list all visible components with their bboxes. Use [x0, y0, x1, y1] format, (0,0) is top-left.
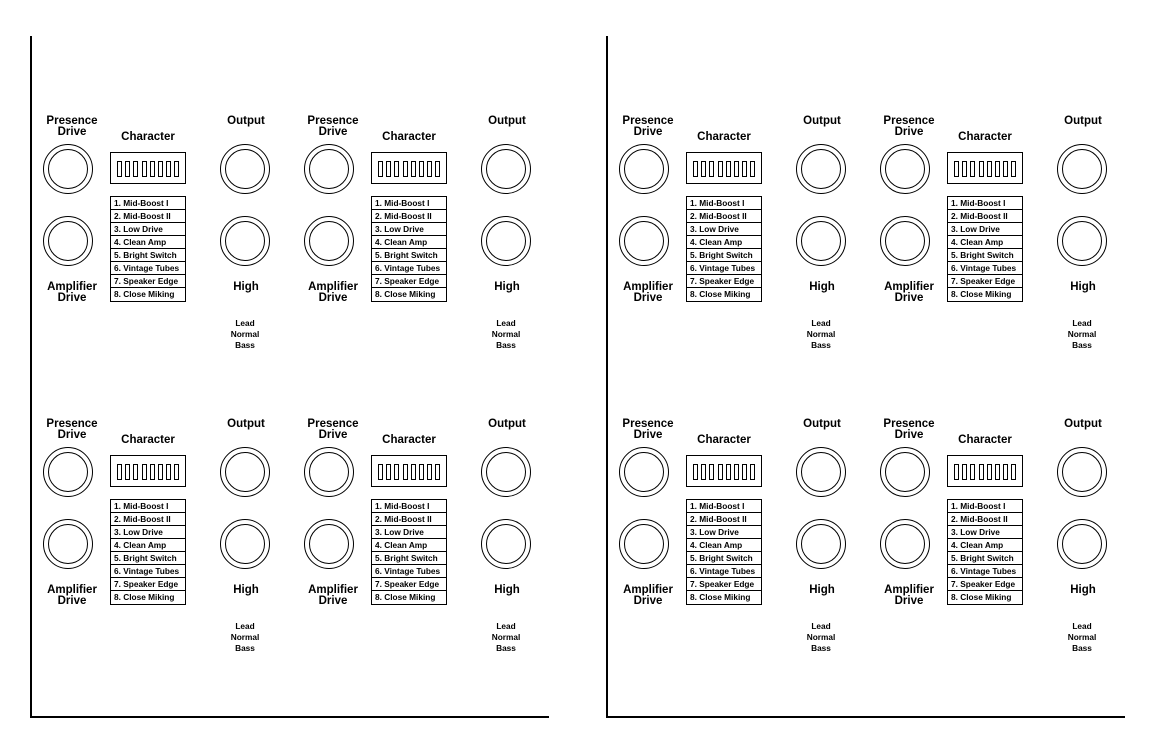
output-label: Output: [488, 115, 526, 127]
dip-switch-toggle[interactable]: [718, 464, 723, 480]
high-label: High: [1070, 281, 1096, 293]
presence-drive-label: [613, 419, 683, 440]
amplifier-drive-label: [874, 585, 944, 606]
voice-mode-bass: Bass: [496, 643, 516, 653]
amplifier-drive-knob[interactable]: [304, 519, 354, 569]
voice-mode-normal: Normal: [1067, 329, 1097, 339]
character-option: 8. Close Miking: [375, 289, 436, 299]
presence-drive-label: [874, 116, 944, 137]
character-dip-switch[interactable]: [686, 152, 762, 184]
amplifier-drive-label: [298, 282, 368, 303]
dip-switch-toggle[interactable]: [750, 464, 755, 480]
character-option: 5. Bright Switch: [111, 249, 185, 262]
dip-switch-toggle[interactable]: [979, 161, 984, 177]
amplifier-drive-label-line-1: Amplifier: [47, 281, 97, 293]
panel-frame-vertical: [30, 36, 32, 716]
presence-drive-label-line-1: Presence: [622, 418, 674, 430]
dip-switch-toggle[interactable]: [962, 161, 967, 177]
character-option: 5. Bright Switch: [948, 552, 1022, 565]
amp-unit: [35, 415, 297, 665]
character-option: 4. Clean Amp: [687, 539, 761, 552]
character-option: 1. Mid-Boost I: [687, 500, 761, 513]
dip-switch-toggle[interactable]: [1011, 161, 1016, 177]
presence-drive-label-line-1: Presence: [622, 115, 674, 127]
amp-unit: [872, 112, 1134, 362]
presence-drive-knob[interactable]: [304, 144, 354, 194]
presence-drive-label-line-2: Drive: [633, 125, 663, 138]
character-label: Character: [121, 131, 175, 143]
voice-mode-lead: Lead: [235, 318, 255, 328]
high-knob[interactable]: [1057, 216, 1107, 266]
dip-switch-toggle[interactable]: [174, 161, 179, 177]
dip-switch-toggle[interactable]: [403, 464, 408, 480]
dip-switch-toggle[interactable]: [734, 464, 739, 480]
voice-mode-lead: Lead: [1072, 318, 1092, 328]
presence-drive-label: [613, 116, 683, 137]
amplifier-drive-label-line-2: Drive: [57, 291, 87, 304]
character-option: 6. Vintage Tubes: [111, 565, 185, 578]
amp-unit: [872, 415, 1134, 665]
dip-switch-toggle[interactable]: [133, 464, 138, 480]
voice-mode-normal: Normal: [1067, 632, 1097, 642]
character-option: 8. Close Miking: [114, 592, 175, 602]
character-label: Character: [697, 434, 751, 446]
voice-mode-bass: Bass: [811, 643, 831, 653]
character-option: 8. Close Miking: [690, 592, 751, 602]
character-options-list: [947, 499, 1023, 605]
amp-unit: [611, 112, 873, 362]
character-dip-switch[interactable]: [110, 152, 186, 184]
character-options-list: [686, 499, 762, 605]
dip-switch-toggle[interactable]: [125, 161, 130, 177]
presence-drive-label-line-1: Presence: [307, 418, 359, 430]
presence-drive-label: [298, 419, 368, 440]
character-option: 7. Speaker Edge: [687, 275, 761, 288]
high-label: High: [494, 281, 520, 293]
high-label: High: [1070, 584, 1096, 596]
panel-frame-vertical: [606, 36, 608, 716]
dip-switch-toggle[interactable]: [1011, 464, 1016, 480]
voice-mode-lead: Lead: [496, 621, 516, 631]
dip-switch-toggle[interactable]: [954, 161, 959, 177]
dip-switch-toggle[interactable]: [378, 464, 383, 480]
dip-switch-toggle[interactable]: [726, 161, 731, 177]
dip-switch-toggle[interactable]: [1003, 161, 1008, 177]
character-option: 6. Vintage Tubes: [687, 262, 761, 275]
character-option: 4. Clean Amp: [372, 236, 446, 249]
amplifier-drive-knob[interactable]: [43, 519, 93, 569]
dip-switch-toggle[interactable]: [709, 161, 714, 177]
presence-drive-label-line-2: Drive: [318, 428, 348, 441]
panel-frame-bottom: [606, 716, 1125, 718]
high-knob[interactable]: [1057, 519, 1107, 569]
amplifier-drive-label-line-2: Drive: [318, 291, 348, 304]
dip-switch-toggle[interactable]: [378, 161, 383, 177]
character-options-list: [947, 196, 1023, 302]
amplifier-drive-label-line-1: Amplifier: [884, 584, 934, 596]
presence-drive-label-line-2: Drive: [318, 125, 348, 138]
high-label: High: [494, 584, 520, 596]
dip-switch-toggle[interactable]: [970, 161, 975, 177]
dip-switch-toggle[interactable]: [970, 464, 975, 480]
character-label: Character: [958, 131, 1012, 143]
character-option: 2. Mid-Boost II: [687, 513, 761, 526]
dip-switch-toggle[interactable]: [166, 161, 171, 177]
character-option: 7. Speaker Edge: [111, 578, 185, 591]
output-label: Output: [803, 115, 841, 127]
character-option: 8. Close Miking: [951, 289, 1012, 299]
dip-switch-toggle[interactable]: [995, 161, 1000, 177]
presence-drive-label: [37, 419, 107, 440]
amplifier-drive-label-line-2: Drive: [57, 594, 87, 607]
amplifier-drive-label: [37, 282, 107, 303]
dip-switch-toggle[interactable]: [427, 464, 432, 480]
voice-mode-bass: Bass: [811, 340, 831, 350]
character-option: 2. Mid-Boost II: [111, 210, 185, 223]
voice-mode-labels: [1052, 621, 1112, 654]
character-option: 7. Speaker Edge: [111, 275, 185, 288]
high-label: High: [809, 584, 835, 596]
character-option: 5. Bright Switch: [948, 249, 1022, 262]
character-option: 1. Mid-Boost I: [372, 197, 446, 210]
character-option: 6. Vintage Tubes: [687, 565, 761, 578]
presence-drive-label-line-2: Drive: [57, 125, 87, 138]
character-label: Character: [697, 131, 751, 143]
voice-mode-labels: [476, 318, 536, 351]
amplifier-drive-label-line-2: Drive: [894, 291, 924, 304]
dip-switch-toggle[interactable]: [709, 464, 714, 480]
character-option: 7. Speaker Edge: [372, 578, 446, 591]
amp-unit: [611, 415, 873, 665]
dip-switch-toggle[interactable]: [979, 464, 984, 480]
voice-mode-normal: Normal: [230, 632, 260, 642]
high-knob[interactable]: [220, 216, 270, 266]
presence-drive-knob[interactable]: [619, 447, 669, 497]
dip-switch-toggle[interactable]: [419, 161, 424, 177]
amplifier-drive-knob[interactable]: [619, 519, 669, 569]
output-knob[interactable]: [1057, 144, 1107, 194]
high-knob[interactable]: [481, 216, 531, 266]
dip-switch-toggle[interactable]: [174, 464, 179, 480]
character-option: 2. Mid-Boost II: [948, 210, 1022, 223]
character-option: 3. Low Drive: [111, 526, 185, 539]
dip-switch-toggle[interactable]: [427, 161, 432, 177]
amplifier-drive-label-line-2: Drive: [318, 594, 348, 607]
dip-switch-toggle[interactable]: [726, 464, 731, 480]
dip-switch-toggle[interactable]: [394, 161, 399, 177]
dip-switch-toggle[interactable]: [987, 464, 992, 480]
voice-mode-lead: Lead: [811, 621, 831, 631]
amplifier-drive-label: [613, 282, 683, 303]
character-option: 5. Bright Switch: [111, 552, 185, 565]
amplifier-drive-label-line-2: Drive: [894, 594, 924, 607]
dip-switch-toggle[interactable]: [142, 464, 147, 480]
dip-switch-toggle[interactable]: [117, 464, 122, 480]
dip-switch-toggle[interactable]: [166, 464, 171, 480]
character-label: Character: [382, 434, 436, 446]
output-knob[interactable]: [481, 447, 531, 497]
dip-switch-toggle[interactable]: [386, 464, 391, 480]
voice-mode-lead: Lead: [1072, 621, 1092, 631]
output-knob[interactable]: [796, 144, 846, 194]
voice-mode-normal: Normal: [806, 632, 836, 642]
character-option: 4. Clean Amp: [948, 539, 1022, 552]
dip-switch-toggle[interactable]: [117, 161, 122, 177]
dip-switch-toggle[interactable]: [142, 161, 147, 177]
output-label: Output: [803, 418, 841, 430]
character-dip-switch[interactable]: [947, 455, 1023, 487]
dip-switch-toggle[interactable]: [411, 464, 416, 480]
dip-switch-toggle[interactable]: [386, 161, 391, 177]
amplifier-drive-label-line-1: Amplifier: [47, 584, 97, 596]
character-dip-switch[interactable]: [371, 152, 447, 184]
presence-drive-label-line-2: Drive: [57, 428, 87, 441]
character-option: 4. Clean Amp: [948, 236, 1022, 249]
character-option: 6. Vintage Tubes: [948, 262, 1022, 275]
output-label: Output: [227, 418, 265, 430]
presence-drive-label-line-1: Presence: [46, 115, 98, 127]
output-label: Output: [488, 418, 526, 430]
character-options-list: [110, 499, 186, 605]
character-option: 8. Close Miking: [951, 592, 1012, 602]
output-knob[interactable]: [481, 144, 531, 194]
dip-switch-toggle[interactable]: [693, 464, 698, 480]
character-option: 1. Mid-Boost I: [948, 500, 1022, 513]
voice-mode-lead: Lead: [496, 318, 516, 328]
presence-drive-label-line-1: Presence: [307, 115, 359, 127]
presence-drive-label: [37, 116, 107, 137]
dip-switch-toggle[interactable]: [150, 464, 155, 480]
character-option: 3. Low Drive: [372, 526, 446, 539]
voice-mode-normal: Normal: [491, 632, 521, 642]
amplifier-drive-label-line-1: Amplifier: [308, 281, 358, 293]
high-label: High: [233, 281, 259, 293]
character-option: 5. Bright Switch: [687, 249, 761, 262]
character-dip-switch[interactable]: [686, 455, 762, 487]
character-option: 4. Clean Amp: [111, 539, 185, 552]
amplifier-drive-label: [298, 585, 368, 606]
presence-drive-label: [298, 116, 368, 137]
amplifier-drive-label: [37, 585, 107, 606]
character-option: 6. Vintage Tubes: [948, 565, 1022, 578]
dip-switch-toggle[interactable]: [750, 161, 755, 177]
output-label: Output: [227, 115, 265, 127]
output-knob[interactable]: [796, 447, 846, 497]
amplifier-drive-label-line-2: Drive: [633, 594, 663, 607]
character-options-list: [110, 196, 186, 302]
character-option: 7. Speaker Edge: [687, 578, 761, 591]
character-options-list: [371, 196, 447, 302]
dip-switch-toggle[interactable]: [995, 464, 1000, 480]
voice-mode-labels: [1052, 318, 1112, 351]
character-option: 3. Low Drive: [687, 223, 761, 236]
voice-mode-bass: Bass: [235, 340, 255, 350]
character-option: 8. Close Miking: [114, 289, 175, 299]
voice-mode-labels: [476, 621, 536, 654]
character-options-list: [686, 196, 762, 302]
character-option: 6. Vintage Tubes: [372, 262, 446, 275]
amplifier-drive-label-line-1: Amplifier: [623, 584, 673, 596]
presence-drive-knob[interactable]: [880, 144, 930, 194]
presence-drive-label-line-2: Drive: [894, 428, 924, 441]
dip-switch-toggle[interactable]: [693, 161, 698, 177]
output-label: Output: [1064, 418, 1102, 430]
character-option: 4. Clean Amp: [372, 539, 446, 552]
dip-switch-toggle[interactable]: [394, 464, 399, 480]
presence-drive-knob[interactable]: [43, 144, 93, 194]
character-option: 1. Mid-Boost I: [111, 500, 185, 513]
dip-switch-toggle[interactable]: [411, 161, 416, 177]
character-option: 2. Mid-Boost II: [372, 513, 446, 526]
output-knob[interactable]: [1057, 447, 1107, 497]
amplifier-drive-label-line-1: Amplifier: [884, 281, 934, 293]
character-option: 1. Mid-Boost I: [372, 500, 446, 513]
amplifier-drive-knob[interactable]: [619, 216, 669, 266]
voice-mode-normal: Normal: [230, 329, 260, 339]
character-label: Character: [121, 434, 175, 446]
voice-mode-bass: Bass: [1072, 643, 1092, 653]
amplifier-drive-knob[interactable]: [43, 216, 93, 266]
character-option: 3. Low Drive: [948, 223, 1022, 236]
dip-switch-toggle[interactable]: [158, 161, 163, 177]
presence-drive-label-line-2: Drive: [633, 428, 663, 441]
amplifier-drive-label: [874, 282, 944, 303]
amplifier-drive-label: [613, 585, 683, 606]
voice-mode-labels: [215, 621, 275, 654]
character-option: 8. Close Miking: [690, 289, 751, 299]
character-option: 7. Speaker Edge: [372, 275, 446, 288]
output-knob[interactable]: [220, 144, 270, 194]
output-label: Output: [1064, 115, 1102, 127]
dip-switch-toggle[interactable]: [158, 464, 163, 480]
high-knob[interactable]: [796, 519, 846, 569]
voice-mode-labels: [791, 318, 851, 351]
voice-mode-lead: Lead: [811, 318, 831, 328]
character-option: 3. Low Drive: [948, 526, 1022, 539]
dip-switch-toggle[interactable]: [701, 161, 706, 177]
panel-frame-bottom: [30, 716, 549, 718]
dip-switch-toggle[interactable]: [701, 464, 706, 480]
voice-mode-normal: Normal: [491, 329, 521, 339]
voice-mode-bass: Bass: [496, 340, 516, 350]
character-label: Character: [382, 131, 436, 143]
voice-mode-labels: [215, 318, 275, 351]
character-dip-switch[interactable]: [947, 152, 1023, 184]
character-option: 7. Speaker Edge: [948, 578, 1022, 591]
dip-switch-toggle[interactable]: [403, 161, 408, 177]
dip-switch-toggle[interactable]: [954, 464, 959, 480]
amplifier-drive-label-line-1: Amplifier: [623, 281, 673, 293]
high-knob[interactable]: [481, 519, 531, 569]
amplifier-drive-knob[interactable]: [304, 216, 354, 266]
dip-switch-toggle[interactable]: [435, 161, 440, 177]
character-option: 4. Clean Amp: [111, 236, 185, 249]
character-option: 1. Mid-Boost I: [111, 197, 185, 210]
character-option: 3. Low Drive: [687, 526, 761, 539]
character-dip-switch[interactable]: [110, 455, 186, 487]
amp-unit: [296, 112, 558, 362]
character-dip-switch[interactable]: [371, 455, 447, 487]
amp-unit: [296, 415, 558, 665]
dip-switch-toggle[interactable]: [718, 161, 723, 177]
presence-drive-label: [874, 419, 944, 440]
dip-switch-toggle[interactable]: [987, 161, 992, 177]
presence-drive-knob[interactable]: [619, 144, 669, 194]
high-knob[interactable]: [796, 216, 846, 266]
dip-switch-toggle[interactable]: [435, 464, 440, 480]
presence-drive-label-line-1: Presence: [883, 418, 935, 430]
character-option: 1. Mid-Boost I: [948, 197, 1022, 210]
dip-switch-toggle[interactable]: [133, 161, 138, 177]
character-option: 2. Mid-Boost II: [687, 210, 761, 223]
high-label: High: [233, 584, 259, 596]
presence-drive-label-line-1: Presence: [883, 115, 935, 127]
voice-mode-lead: Lead: [235, 621, 255, 631]
character-label: Character: [958, 434, 1012, 446]
amp-unit: [35, 112, 297, 362]
character-option: 4. Clean Amp: [687, 236, 761, 249]
character-option: 5. Bright Switch: [372, 249, 446, 262]
dip-switch-toggle[interactable]: [734, 161, 739, 177]
voice-mode-normal: Normal: [806, 329, 836, 339]
character-option: 3. Low Drive: [111, 223, 185, 236]
high-knob[interactable]: [220, 519, 270, 569]
presence-drive-knob[interactable]: [880, 447, 930, 497]
dip-switch-toggle[interactable]: [742, 464, 747, 480]
dip-switch-toggle[interactable]: [150, 161, 155, 177]
amplifier-drive-label-line-2: Drive: [633, 291, 663, 304]
presence-drive-label-line-2: Drive: [894, 125, 924, 138]
character-option: 6. Vintage Tubes: [372, 565, 446, 578]
character-option: 2. Mid-Boost II: [372, 210, 446, 223]
presence-drive-knob[interactable]: [43, 447, 93, 497]
character-option: 8. Close Miking: [375, 592, 436, 602]
character-option: 6. Vintage Tubes: [111, 262, 185, 275]
character-option: 2. Mid-Boost II: [948, 513, 1022, 526]
amplifier-drive-knob[interactable]: [880, 519, 930, 569]
character-options-list: [371, 499, 447, 605]
dip-switch-toggle[interactable]: [1003, 464, 1008, 480]
voice-mode-bass: Bass: [235, 643, 255, 653]
presence-drive-label-line-1: Presence: [46, 418, 98, 430]
output-knob[interactable]: [220, 447, 270, 497]
voice-mode-bass: Bass: [1072, 340, 1092, 350]
character-option: 7. Speaker Edge: [948, 275, 1022, 288]
amplifier-drive-label-line-1: Amplifier: [308, 584, 358, 596]
presence-drive-knob[interactable]: [304, 447, 354, 497]
voice-mode-labels: [791, 621, 851, 654]
dip-switch-toggle[interactable]: [419, 464, 424, 480]
character-option: 5. Bright Switch: [372, 552, 446, 565]
character-option: 1. Mid-Boost I: [687, 197, 761, 210]
character-option: 2. Mid-Boost II: [111, 513, 185, 526]
character-option: 5. Bright Switch: [687, 552, 761, 565]
character-option: 3. Low Drive: [372, 223, 446, 236]
dip-switch-toggle[interactable]: [125, 464, 130, 480]
dip-switch-toggle[interactable]: [962, 464, 967, 480]
dip-switch-toggle[interactable]: [742, 161, 747, 177]
high-label: High: [809, 281, 835, 293]
amplifier-drive-knob[interactable]: [880, 216, 930, 266]
